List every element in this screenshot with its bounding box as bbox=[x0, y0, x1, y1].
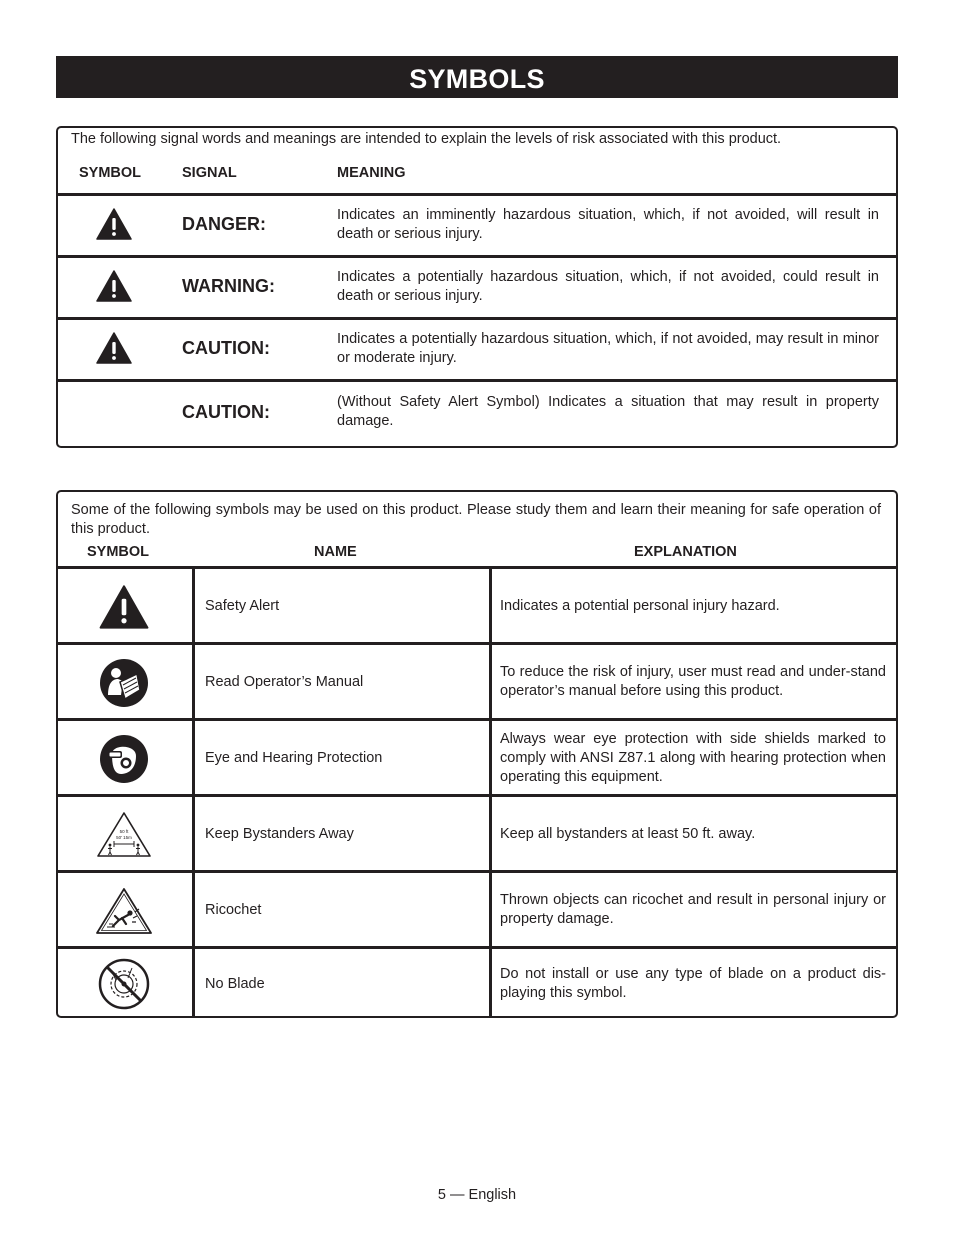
symbol-explanation: Always wear eye protection with side shields marked to comply with ANSI Z87.1 along with hearing protection when operating this equipment. bbox=[500, 730, 886, 785]
symbol-explanation: Keep all bystanders at least 50 ft. away. bbox=[500, 825, 756, 842]
signal-row-caution-no-symbol bbox=[58, 379, 896, 446]
symbol-row bbox=[58, 566, 896, 643]
header-symbol: SYMBOL bbox=[87, 544, 150, 560]
symbol-name: Eye and Hearing Protection bbox=[205, 750, 383, 766]
keep-bystanders-away-icon bbox=[96, 811, 152, 859]
safety-alert-icon bbox=[99, 585, 149, 629]
symbol-row bbox=[58, 642, 896, 719]
header-symbol: SYMBOL bbox=[79, 165, 142, 181]
signal-meaning: Indicates an imminently hazardous situation, which, if not avoided, will result in death or serious injury. bbox=[337, 207, 879, 242]
signal-meaning: (Without Safety Alert Symbol) Indicates a situation that may result in property damage. bbox=[337, 394, 879, 429]
read-manual-icon bbox=[99, 658, 149, 708]
signal-meaning: Indicates a potentially hazardous situation, which, if not avoided, may result in minor or moderate injury. bbox=[337, 331, 879, 366]
header-meaning: MEANING bbox=[337, 165, 406, 181]
symbol-row bbox=[58, 794, 896, 871]
page-footer: 5 — English bbox=[437, 1187, 517, 1203]
header-explanation: EXPLANATION bbox=[634, 544, 737, 560]
symbol-explanation: Indicates a potential personal injury hazard. bbox=[500, 597, 780, 614]
symbol-row bbox=[58, 870, 896, 947]
signal-word: WARNING: bbox=[182, 276, 275, 296]
signal-word: DANGER: bbox=[182, 214, 266, 234]
header-signal: SIGNAL bbox=[182, 165, 237, 181]
symbol-row bbox=[58, 718, 896, 795]
signal-word: CAUTION: bbox=[182, 338, 270, 358]
symbol-explanation: To reduce the risk of injury, user must read and under-stand operator’s manual before using this product. bbox=[500, 664, 886, 699]
eye-hearing-protection-icon bbox=[99, 734, 149, 784]
symbol-name: No Blade bbox=[205, 976, 265, 992]
no-blade-icon bbox=[98, 958, 150, 1010]
safety-alert-icon bbox=[96, 332, 132, 364]
symbol-name: Read Operator’s Manual bbox=[205, 674, 364, 690]
page-title: SYMBOLS bbox=[56, 56, 898, 98]
signal-row-danger bbox=[58, 193, 896, 255]
signal-meaning: Indicates a potentially hazardous situation, which, if not avoided, could result in death or serious injury. bbox=[337, 269, 879, 304]
signal-row-caution bbox=[58, 317, 896, 379]
signal-words-table bbox=[56, 126, 898, 448]
signal-row-warning bbox=[58, 255, 896, 317]
bystanders-distance-text: 50 ft bbox=[119, 829, 129, 834]
bystanders-distance-text: 50' 15m bbox=[116, 835, 132, 840]
symbol-name: Keep Bystanders Away bbox=[205, 826, 354, 842]
header-name: NAME bbox=[314, 544, 357, 560]
symbol-row bbox=[58, 946, 896, 1019]
signal-table-intro: The following signal words and meanings are intended to explain the levels of risk associated with this product. bbox=[71, 131, 782, 147]
symbol-explanation: Thrown objects can ricochet and result in personal injury or property damage. bbox=[500, 892, 886, 927]
signal-word: CAUTION: bbox=[182, 402, 270, 422]
safety-alert-icon bbox=[96, 208, 132, 240]
product-symbols-table bbox=[56, 490, 898, 1018]
symbol-table-intro: Some of the following symbols may be used on this product. Please study them and learn their meaning for safe operation of this product. bbox=[71, 502, 881, 537]
symbol-name: Ricochet bbox=[205, 902, 262, 918]
ricochet-icon bbox=[95, 887, 153, 935]
symbol-explanation: Do not install or use any type of blade on a product dis-playing this symbol. bbox=[500, 966, 886, 1001]
symbol-name: Safety Alert bbox=[205, 598, 280, 614]
safety-alert-icon bbox=[96, 270, 132, 302]
